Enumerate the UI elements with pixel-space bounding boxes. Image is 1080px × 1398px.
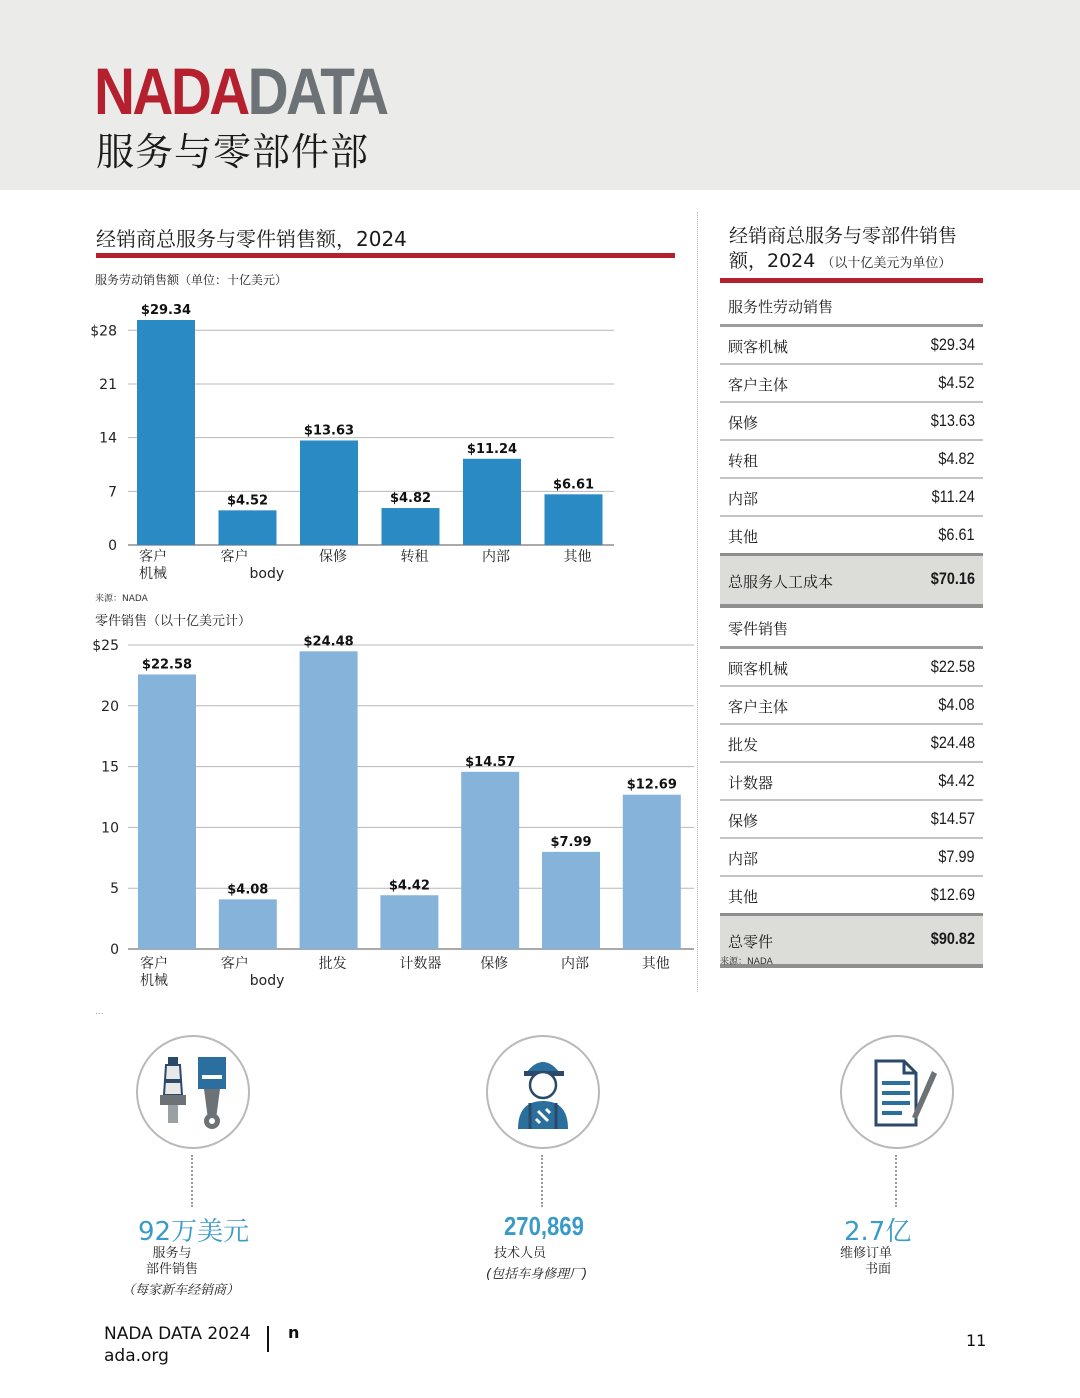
- labor-total-row: 总服务人工成本 $70.16: [720, 553, 983, 608]
- stat2-value: 270,869: [504, 1211, 584, 1241]
- data-label: $4.08: [227, 882, 269, 898]
- stat3-value: 2.7亿: [844, 1217, 912, 1247]
- data-label: $22.58: [141, 657, 193, 673]
- table-row: 保修 $13.63: [720, 403, 983, 441]
- data-label: $4.52: [226, 493, 269, 509]
- x-tick-label: 保修: [319, 549, 347, 565]
- bar: [623, 795, 681, 949]
- footer-divider: [267, 1326, 269, 1352]
- y-tick-label: 10: [101, 820, 119, 837]
- x-tick-label: 机械: [139, 566, 167, 582]
- data-label: $13.63: [303, 423, 355, 439]
- bar: [380, 895, 438, 949]
- sales-table: [720, 286, 983, 968]
- stat1-connector: [191, 1155, 193, 1207]
- bar: [138, 674, 196, 949]
- labor-header-row: 服务性劳动销售: [720, 286, 983, 327]
- table-row: 转租 $4.82: [720, 441, 983, 479]
- data-label: $11.24: [466, 441, 518, 457]
- table-row: 其他 $12.69: [728, 885, 975, 906]
- y-tick-label: 21: [99, 376, 117, 393]
- x-tick-label: 转租: [400, 549, 429, 565]
- data-label: $12.69: [626, 777, 677, 793]
- x-tick-label: 其他: [563, 549, 592, 565]
- x-tick-label: 客户: [140, 956, 168, 972]
- parts-icon: [136, 1035, 250, 1149]
- y-tick-label: $25: [92, 638, 119, 654]
- stat2-note: (包括车身修理厂): [486, 1267, 588, 1282]
- y-tick-label: 20: [101, 698, 119, 715]
- stat2-label: 技术人员: [494, 1246, 547, 1261]
- x-tick-label: 内部: [561, 956, 589, 972]
- x-tick-label: 机械: [140, 973, 168, 989]
- x-tick-label: 批发: [318, 956, 347, 972]
- parts-total-row: 总零件 $90.82: [720, 913, 983, 968]
- chart2-title: 零件销售（以十亿美元计）: [95, 614, 252, 629]
- x-tick-label: 客户: [220, 956, 249, 972]
- stat2-connector: [541, 1155, 543, 1207]
- footer-n: n: [288, 1323, 300, 1342]
- stat1-label: 服务与 部件销售: [146, 1246, 199, 1277]
- stat1-note: （每家新车经销商）: [122, 1283, 240, 1298]
- repair-order-icon: [840, 1035, 954, 1149]
- y-tick-label: 14: [99, 430, 117, 447]
- table-row: 顾客机械 $22.58: [720, 649, 983, 687]
- x-tick-label: 内部: [482, 549, 510, 565]
- x-tick-label: 客户: [139, 549, 167, 565]
- nada-data-logo: NADADATA: [94, 54, 387, 128]
- table-title: 经销商总服务与零部件销售额，2024 （以十亿美元为单位）: [729, 225, 958, 272]
- y-tick-label: 7: [108, 484, 117, 501]
- data-label: $4.42: [388, 878, 430, 894]
- table-row: 内部 $7.99: [720, 839, 983, 877]
- table-row: 其他 $6.61: [728, 525, 975, 546]
- bar: [219, 899, 277, 949]
- footer-publication: NADA DATA 2024 ada.org: [104, 1324, 251, 1366]
- table-row: 客户主体 $4.52: [720, 365, 983, 403]
- bar: [542, 852, 600, 949]
- parts-sales-chart: [0, 0, 700, 1000]
- y-tick-label: 0: [110, 942, 119, 958]
- data-label: $24.48: [303, 634, 354, 650]
- section-title: 经销商总服务与零件销售额，2024: [96, 227, 407, 251]
- table-row: 内部 $11.24: [720, 479, 983, 517]
- stat3-label: 维修订单 书面: [840, 1246, 893, 1277]
- bar: [461, 772, 519, 949]
- table-row: 保修 $14.57: [720, 801, 983, 839]
- stat1-value: 92万美元: [138, 1217, 250, 1247]
- table-row: 批发 $24.48: [720, 725, 983, 763]
- x-tick-label: body: [249, 566, 285, 582]
- column-divider: [697, 212, 698, 992]
- x-tick-label: 计数器: [399, 956, 442, 972]
- footer-link[interactable]: ada.org: [104, 1346, 169, 1366]
- y-tick-label: 15: [101, 759, 119, 776]
- table-row: 计数器 $4.42: [720, 763, 983, 801]
- data-label: $14.57: [465, 754, 516, 770]
- chart1-source: 来源：NADA: [95, 594, 148, 604]
- y-tick-label: 5: [110, 881, 119, 898]
- chart1-title: 服务劳动销售额（单位：十亿美元）: [95, 273, 288, 287]
- x-tick-label: 保修: [480, 956, 509, 972]
- bar: [300, 651, 358, 949]
- data-label: $29.34: [140, 303, 192, 318]
- x-tick-label: 其他: [641, 956, 670, 972]
- y-tick-label: $28: [90, 323, 117, 340]
- stat3-connector: [895, 1155, 897, 1207]
- mechanic-icon: [486, 1035, 600, 1149]
- divider-dots: ...: [95, 1007, 104, 1017]
- table-row: 客户主体 $4.08: [720, 687, 983, 725]
- page-title: 服务与零部件部: [96, 130, 370, 174]
- x-tick-label: body: [249, 973, 285, 989]
- parts-header-row: 零件销售: [720, 608, 983, 649]
- x-tick-label: 客户: [220, 549, 249, 565]
- y-tick-label: 0: [108, 538, 117, 554]
- data-label: $7.99: [550, 834, 592, 850]
- data-label: $4.82: [389, 491, 432, 507]
- table-source: 来源：NADA: [720, 957, 773, 967]
- page-number: 11: [966, 1331, 987, 1350]
- data-label: $6.61: [552, 477, 595, 493]
- table-title-rule: [720, 278, 983, 283]
- table-row: 顾客机械 $29.34: [720, 327, 983, 365]
